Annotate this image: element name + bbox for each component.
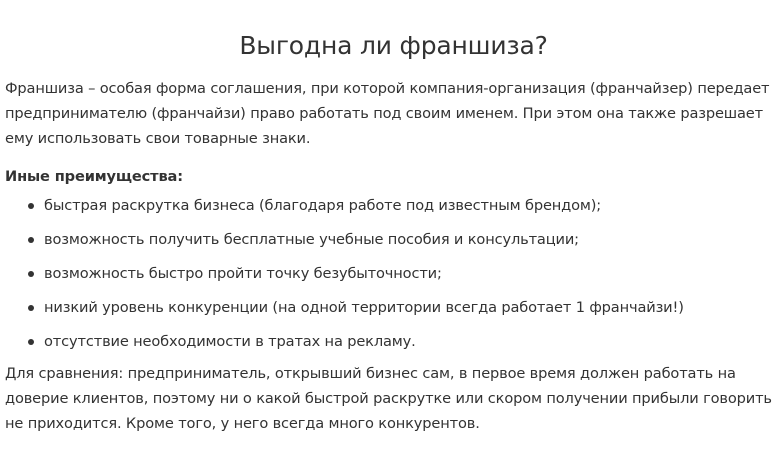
intro-paragraph: Франшиза – особая форма соглашения, при которой компания-организация (франчайзер) передает предпринимателю (франчайзи) право работать под своим именем. При этом она также разрешает ему использовать свои товарные знаки. <box>5 80 770 147</box>
list-item <box>5 227 782 261</box>
list-item-text: быстрая раскрутка бизнеса (благодаря работе под известным брендом); <box>44 197 602 214</box>
list-item-text: возможность быстро пройти точку безубыточности; <box>44 265 442 282</box>
bullet-icon <box>28 339 34 345</box>
article-title: Выгодна ли франшиза? <box>239 31 548 60</box>
benefits-list <box>5 193 782 363</box>
bullet-icon <box>28 237 34 243</box>
bullet-icon <box>28 203 34 209</box>
list-item <box>5 261 782 295</box>
list-item <box>5 295 782 329</box>
benefits-heading: Иные преимущества: <box>5 168 183 185</box>
list-item-text: низкий уровень конкуренции (на одной территории всегда работает 1 франчайзи!) <box>44 299 684 316</box>
bullet-icon <box>28 271 34 277</box>
bullet-icon <box>28 305 34 311</box>
comparison-paragraph: Для сравнения: предприниматель, открывший бизнес сам, в первое время должен работать на доверие клиентов, поэтому ни о какой быстрой раскрутке или скором получении прибыли говорить не приходится. Кроме того, у него всегда много конкурентов. <box>5 365 772 432</box>
list-item <box>5 193 782 227</box>
list-item-text: отсутствие необходимости в тратах на рекламу. <box>44 333 416 350</box>
list-item-text: возможность получить бесплатные учебные пособия и консультации; <box>44 231 579 248</box>
list-item <box>5 329 782 363</box>
